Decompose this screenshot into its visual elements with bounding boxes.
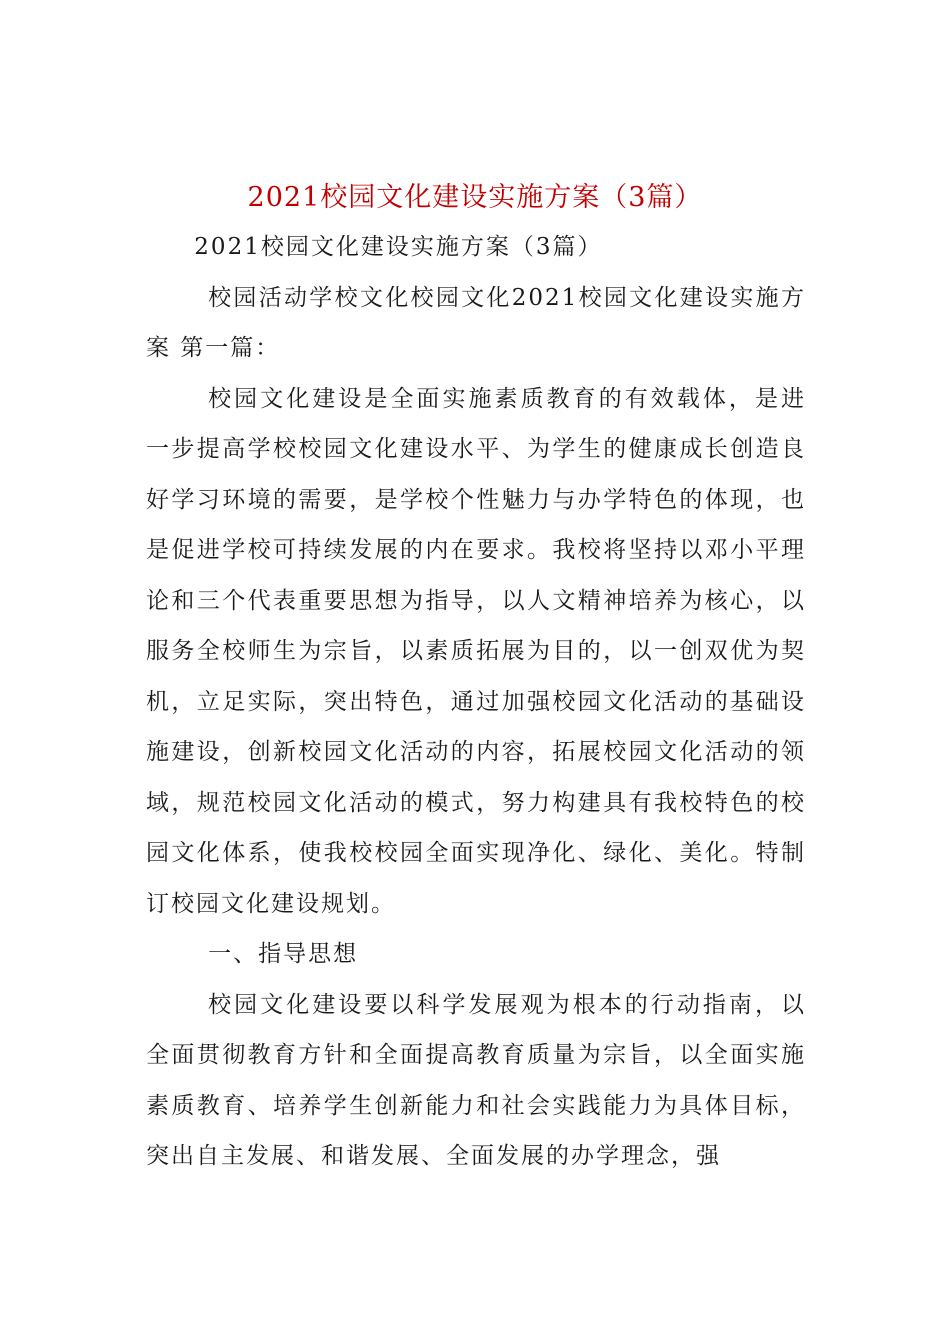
document-title: 2021校园文化建设实施方案（3篇） [247,182,703,213]
document-subtitle: 2021校园文化建设实施方案（3篇） [194,234,603,260]
section-heading: 一、指导思想 [208,941,359,967]
document-body [146,222,806,1182]
section-paragraph: 校园文化建设要以科学发展观为根本的行动指南，以全面贯彻教育方针和全面提高教育质量为宗旨，以全面实施素质教育、培养学生创新能力和社会实践能力为具体目标，突出自主发展、和谐发展、全面发展的办学理念，强 [146,991,806,1169]
intro-paragraph: 校园文化建设是全面实施素质教育的有效载体，是进一步提高学校校园文化建设水平、为学生的健康成长创造良好学习环境的需要，是学校个性魅力与办学特色的体现，也是促进学校可持续发展的内在要求。我校将坚持以邓小平理论和三个代表重要思想为指导，以人文精神培养为核心，以服务全校师生为宗旨，以素质拓展为目的，以一创双优为契机，立足实际，突出特色，通过加强校园文化活动的基础设施建设，创新校园文化活动的内容，拓展校园文化活动的领域，规范校园文化活动的模式，努力构建具有我校特色的校园文化体系，使我校校园全面实现净化、绿化、美化。特制订校园文化建设规划。 [146,385,806,917]
keywords-line: 校园活动学校文化校园文化2021校园文化建设实施方案 第一篇： [146,284,806,361]
